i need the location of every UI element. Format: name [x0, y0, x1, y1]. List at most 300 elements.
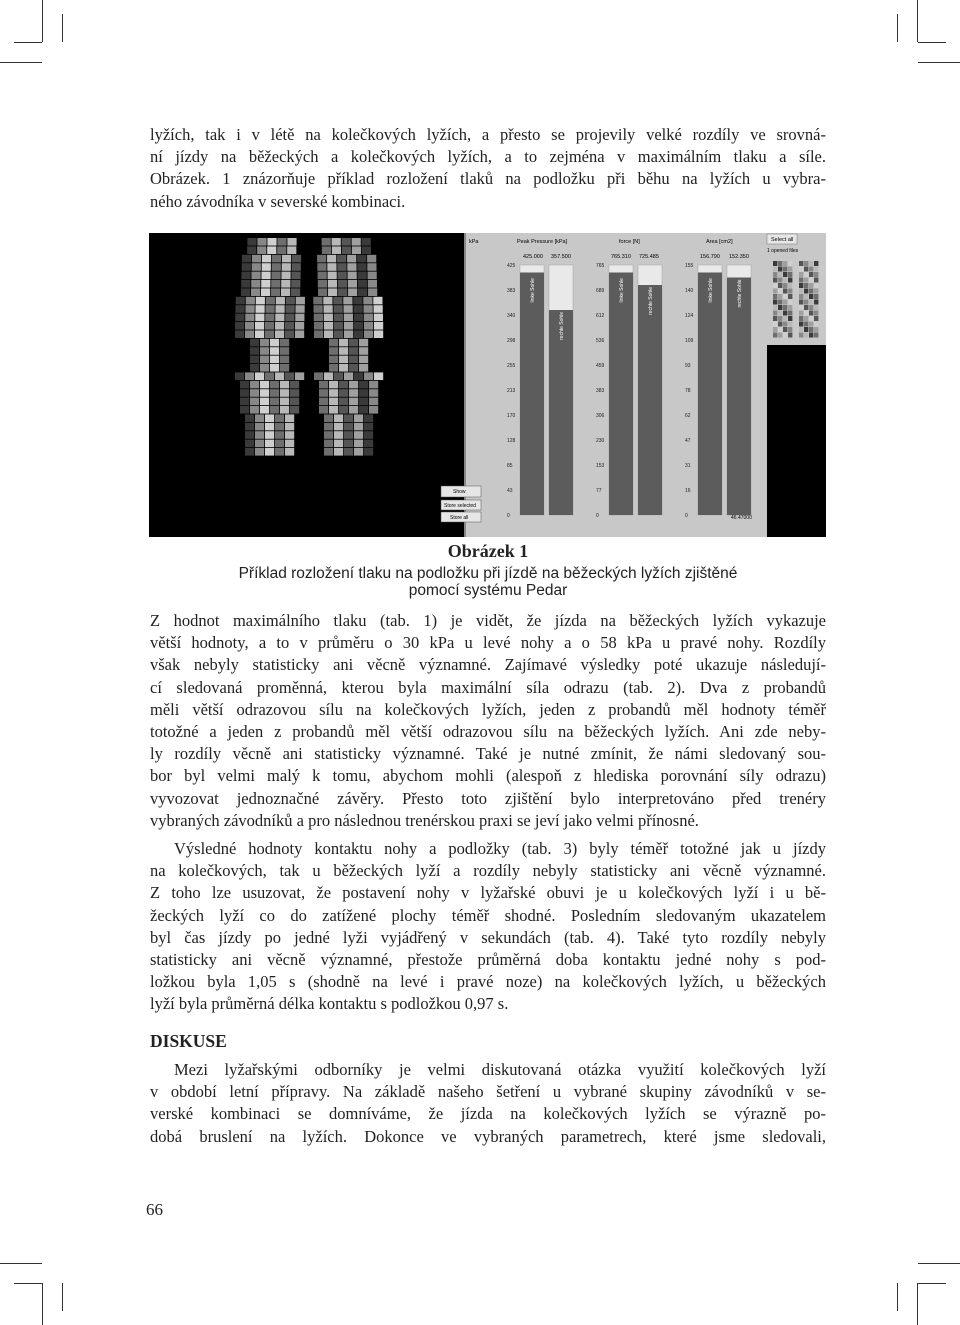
crop-mark — [918, 1283, 946, 1284]
pressure-cell — [349, 406, 358, 414]
thumbnail-cell — [814, 283, 818, 288]
pressure-cell — [329, 356, 338, 364]
thumbnail-cell — [809, 316, 813, 321]
pressure-cell — [338, 272, 347, 280]
crop-mark — [918, 1263, 960, 1264]
text-line: měli větší odrazovou sílu na kolečkových lyžích, jeden z probandů měl hodnoty téměř — [150, 699, 826, 719]
pressure-cell — [285, 414, 294, 422]
pressure-cell — [250, 398, 259, 406]
discussion-paragraph — [150, 1059, 826, 1148]
area-label: Area [cm2] — [706, 239, 733, 245]
pressure-cell — [339, 339, 348, 347]
pressure-cell — [257, 238, 266, 246]
pressure-cell — [313, 297, 322, 305]
thumbnail-cell — [799, 294, 803, 299]
pressure-cell — [358, 280, 367, 288]
pressure-cell — [285, 440, 294, 448]
thumbnail-cell — [804, 333, 808, 338]
pressure-cell — [245, 423, 254, 431]
crop-mark — [917, 1283, 918, 1325]
thumbnail-cell — [799, 283, 803, 288]
pressure-cell — [324, 314, 333, 322]
text-line: žeckých lyží co do zatížené plochy téměř shodné. Posledním sledovaným ukazatelem — [150, 905, 826, 925]
thumbnail-cell — [783, 300, 787, 305]
insole-pressure-map — [313, 238, 383, 456]
thumbnail-cell — [809, 267, 813, 272]
pressure-cell — [277, 246, 286, 254]
pressure-cell — [270, 381, 279, 389]
pressure-cell — [247, 238, 256, 246]
pressure-cell — [272, 263, 281, 271]
pressure-cell — [369, 398, 378, 406]
pressure-cell — [329, 364, 338, 372]
figure-caption-title: Obrázek 1 — [447, 541, 529, 561]
pressure-cell — [250, 406, 259, 414]
thumbnail-cell — [783, 289, 787, 294]
crop-mark — [0, 62, 42, 63]
axis-tick-label: 383 — [596, 388, 605, 394]
thumbnail-cell — [809, 272, 813, 277]
pressure-cell — [275, 431, 284, 439]
thumbnail-cell — [773, 294, 777, 299]
crop-mark — [14, 1283, 42, 1284]
pressure-cell — [339, 364, 348, 372]
pressure-cell — [344, 305, 353, 313]
text-line: však nebyly statisticky ani věcně významné. Zajímavé výsledky poté ukazuje následují- — [150, 655, 826, 675]
pressure-cell — [324, 448, 333, 456]
thumbnail-cell — [783, 316, 787, 321]
thumbnail-cell — [809, 289, 813, 294]
pressure-cell — [241, 272, 250, 280]
bar — [727, 278, 751, 516]
pressure-cell — [329, 389, 338, 397]
pressure-cell — [344, 448, 353, 456]
pressure-cell — [354, 423, 363, 431]
pressure-cell — [245, 372, 254, 380]
thumbnail-cell — [804, 311, 808, 316]
text-line: Z toho lze usuzovat, že postavení nohy v lyžařské obuvi je u kolečkových lyží i u bě- — [150, 883, 826, 903]
thumbnail-cell — [814, 333, 818, 338]
pressure-cell — [275, 330, 284, 338]
pressure-cell — [317, 255, 326, 263]
thumbnail-cell — [799, 272, 803, 277]
pressure-cell — [245, 440, 254, 448]
pressure-cell — [255, 314, 264, 322]
thumbnail-cell — [783, 267, 787, 272]
pressure-cell — [329, 406, 338, 414]
pressure-cell — [324, 440, 333, 448]
pressure-cell — [358, 272, 367, 280]
thumbnail-cell — [783, 327, 787, 332]
pressure-cell — [357, 263, 366, 271]
axis-tick-label: 62 — [685, 413, 691, 419]
pressure-cell — [255, 305, 264, 313]
pressure-cell — [334, 372, 343, 380]
pressure-cell — [349, 347, 358, 355]
thumbnail-cell — [804, 283, 808, 288]
pressure-cell — [333, 297, 342, 305]
thumbnail-cell — [799, 333, 803, 338]
axis-tick-label: 140 — [685, 288, 694, 294]
pressure-cell — [324, 330, 333, 338]
insole-pressure-map — [235, 238, 305, 456]
pressure-cell — [344, 431, 353, 439]
thumbnail-cell — [783, 261, 787, 266]
pressure-cell — [275, 423, 284, 431]
thumbnail-cell — [778, 300, 782, 305]
pressure-cell — [260, 381, 269, 389]
pressure-cell — [318, 272, 327, 280]
axis-tick-label: 0 — [596, 513, 599, 519]
pressure-cell — [281, 280, 290, 288]
pressure-cell — [271, 280, 280, 288]
pressure-cell — [267, 246, 276, 254]
peak-value-left: 425.000 — [523, 254, 543, 260]
pressure-cell — [319, 398, 328, 406]
thumbnail-cell — [804, 305, 808, 310]
pressure-cell — [364, 440, 373, 448]
pressure-cell — [261, 280, 270, 288]
pressure-cell — [359, 339, 368, 347]
bar — [698, 273, 722, 516]
pressure-cell — [251, 272, 260, 280]
pressure-cell — [362, 246, 371, 254]
axis-tick-label: 536 — [596, 338, 605, 344]
pressure-cell — [251, 288, 260, 296]
pressure-cell — [240, 381, 249, 389]
pressure-cell — [295, 322, 304, 330]
pressure-cell — [338, 280, 347, 288]
pressure-cell — [359, 398, 368, 406]
pressure-cell — [339, 381, 348, 389]
thumbnail-cell — [778, 278, 782, 283]
pressure-cell — [285, 431, 294, 439]
figure-caption — [150, 565, 826, 599]
pressure-cell — [368, 280, 377, 288]
pressure-cell — [334, 314, 343, 322]
pressure-cell — [275, 440, 284, 448]
pressure-cell — [261, 272, 270, 280]
pressure-cell — [334, 330, 343, 338]
thumbnail-cell — [788, 267, 792, 272]
thumbnail-cell — [814, 272, 818, 277]
pressure-cell — [260, 347, 269, 355]
pressure-cell — [318, 288, 327, 296]
thumbnail-cell — [799, 261, 803, 266]
pressure-cell — [265, 305, 274, 313]
pressure-cell — [334, 414, 343, 422]
pressure-cell — [280, 398, 289, 406]
text-line: lyžích, tak i v létě na kolečkových lyžích, a přesto se projevily velké rozdíly ve srovná- — [150, 125, 826, 144]
pressure-cell — [235, 305, 244, 313]
thumbnail-cell — [804, 289, 808, 294]
thumbnail-cell — [773, 289, 777, 294]
pressure-cell — [246, 297, 255, 305]
axis-tick-label: 425 — [507, 263, 516, 269]
pressure-cell — [270, 347, 279, 355]
thumbnail-cell — [778, 316, 782, 321]
bar-label: rechte Sohle — [737, 279, 743, 308]
thumbnail-cell — [788, 322, 792, 327]
pressure-cell — [240, 389, 249, 397]
thumbnail-cell — [778, 294, 782, 299]
thumbnail-cell — [783, 272, 787, 277]
axis-tick-label: 77 — [596, 488, 602, 494]
section-heading: DISKUSE — [150, 1031, 227, 1051]
axis-tick-label: 459 — [596, 363, 605, 369]
pressure-cell — [364, 423, 373, 431]
pressure-cell — [327, 263, 336, 271]
pressure-cell — [286, 297, 295, 305]
pressure-cell — [262, 255, 271, 263]
store-selected-button[interactable]: Store selected — [444, 503, 476, 509]
pressure-cell — [282, 255, 291, 263]
pressure-cell — [242, 263, 251, 271]
pressure-cell — [359, 347, 368, 355]
pressure-cell — [349, 389, 358, 397]
thumbnail-cell — [778, 322, 782, 327]
bar — [638, 285, 662, 515]
text-line: cí sledovaná proměnná, kterou byla maximální síla odrazu (tab. 2). Dva z probandů — [150, 677, 826, 697]
pressure-cell — [235, 322, 244, 330]
pressure-cell — [280, 406, 289, 414]
pressure-cell — [250, 347, 259, 355]
thumbnail-cell — [778, 283, 782, 288]
thumbnail-cell — [783, 283, 787, 288]
pressure-cell — [255, 330, 264, 338]
pressure-cell — [359, 406, 368, 414]
pressure-cell — [260, 406, 269, 414]
thumbnail-cell — [773, 261, 777, 266]
pressure-cell — [353, 297, 362, 305]
axis-tick-label: 340 — [507, 313, 516, 319]
text-line: byl čas jízdy po jedné lyži vyjádřený v sekundách (tab. 4). Také tyto rozdíly nebyly — [150, 927, 826, 947]
pressure-cell — [354, 330, 363, 338]
pressure-cell — [241, 288, 250, 296]
axis-tick-label: 85 — [507, 463, 513, 469]
thumbnail-cell — [783, 294, 787, 299]
pressure-cell — [339, 398, 348, 406]
thumbnail-cell — [809, 322, 813, 327]
pressure-cell — [357, 255, 366, 263]
pressure-cell — [250, 339, 259, 347]
thumbnail-cell — [788, 294, 792, 299]
thumbnail-cell — [814, 278, 818, 283]
thumbnail-cell — [814, 294, 818, 299]
pressure-cell — [314, 314, 323, 322]
pressure-cell — [314, 305, 323, 313]
pressure-cell — [282, 263, 291, 271]
pressure-cell — [368, 272, 377, 280]
pressure-cell — [328, 272, 337, 280]
pressure-cell — [354, 372, 363, 380]
pressure-cell — [280, 389, 289, 397]
pressure-cell — [367, 263, 376, 271]
pressure-cell — [329, 339, 338, 347]
pressure-cell — [374, 314, 383, 322]
pressure-cell — [328, 288, 337, 296]
thumbnail-cell — [799, 322, 803, 327]
pressure-cell — [265, 431, 274, 439]
pressure-cell — [344, 423, 353, 431]
pressure-cell — [255, 448, 264, 456]
bar — [520, 273, 544, 516]
pressure-cell — [265, 314, 274, 322]
pressure-cell — [354, 305, 363, 313]
pedar-figure — [149, 233, 826, 537]
thumbnail-cell — [799, 327, 803, 332]
show-button[interactable]: Show — [453, 489, 466, 495]
pressure-cell — [287, 238, 296, 246]
thumbnail-cell — [773, 316, 777, 321]
axis-tick-label: 93 — [685, 363, 691, 369]
thumbnail-cell — [799, 267, 803, 272]
pressure-cell — [285, 372, 294, 380]
pressure-cell — [362, 238, 371, 246]
crop-mark — [0, 1263, 42, 1264]
pressure-cell — [363, 297, 372, 305]
pressure-cell — [281, 288, 290, 296]
pressure-cell — [235, 372, 244, 380]
text-line: Výsledné hodnoty kontaktu nohy a podložky (tab. 3) byly téměř totožné jak u jízdy — [174, 839, 826, 858]
thumbnail-cell — [809, 261, 813, 266]
pressure-cell — [260, 364, 269, 372]
pressure-cell — [327, 255, 336, 263]
pressure-cell — [364, 448, 373, 456]
pressure-cell — [281, 272, 290, 280]
caption-line: pomocí systému Pedar — [408, 582, 568, 599]
pressure-cell — [324, 431, 333, 439]
pressure-cell — [265, 414, 274, 422]
force-value-right: 725.485 — [639, 254, 659, 260]
pressure-cell — [354, 314, 363, 322]
pressure-cell — [328, 280, 337, 288]
pressure-cell — [275, 305, 284, 313]
pressure-cell — [252, 263, 261, 271]
axis-tick-label: 298 — [507, 338, 516, 344]
pressure-cell — [260, 389, 269, 397]
thumbnail-cell — [804, 327, 808, 332]
pressure-cell — [348, 280, 357, 288]
pressure-cell — [324, 322, 333, 330]
thumbnail-cell — [788, 272, 792, 277]
pressure-cell — [324, 414, 333, 422]
thumbnail-cell — [814, 261, 818, 266]
pressure-cell — [250, 364, 259, 372]
store-all-button[interactable]: Store all — [450, 515, 469, 521]
thumbnail-cell — [788, 300, 792, 305]
pressure-cell — [348, 272, 357, 280]
pressure-cell — [291, 280, 300, 288]
thumbnail-cell — [783, 322, 787, 327]
pressure-cell — [262, 263, 271, 271]
text-line: ní jízdy na běžeckých a kolečkových lyžích, a to zejména v maximálním tlaku a síle. — [150, 147, 826, 167]
pressure-cell — [349, 398, 358, 406]
thumbnail-cell — [788, 327, 792, 332]
pressure-cell — [359, 364, 368, 372]
intro-paragraph — [150, 124, 826, 213]
thumbnail-cell — [809, 300, 813, 305]
thumbnail-cell — [799, 289, 803, 294]
axis-tick-label: 47 — [685, 438, 691, 444]
pressure-cell — [349, 364, 358, 372]
thumbnail-cell — [814, 289, 818, 294]
thumbnail-cell — [814, 267, 818, 272]
thumbnail-cell — [804, 261, 808, 266]
pressure-cell — [251, 280, 260, 288]
thumbnail-cell — [804, 316, 808, 321]
pressure-cell — [280, 339, 289, 347]
pressure-cell — [241, 280, 250, 288]
pressure-cell — [337, 263, 346, 271]
crop-mark — [918, 62, 960, 63]
pressure-cell — [338, 288, 347, 296]
pressure-cell — [245, 414, 254, 422]
contact-paragraph — [150, 838, 826, 1016]
pressure-cell — [354, 322, 363, 330]
pressure-cell — [354, 440, 363, 448]
pressure-cell — [270, 339, 279, 347]
pressure-cell — [347, 263, 356, 271]
pressure-cell — [291, 272, 300, 280]
pressure-cell — [359, 381, 368, 389]
pressure-cell — [290, 398, 299, 406]
thumbnail-cell — [799, 305, 803, 310]
pressure-cell — [314, 330, 323, 338]
pressure-cell — [348, 288, 357, 296]
pressure-cell — [334, 448, 343, 456]
pressure-cell — [374, 330, 383, 338]
thumbnail-cell — [778, 289, 782, 294]
pressure-cell — [285, 330, 294, 338]
pressure-cell — [275, 448, 284, 456]
pressure-cell — [364, 431, 373, 439]
axis-tick-label: 16 — [685, 488, 691, 494]
thumbnail-cell — [788, 278, 792, 283]
thumbnail-cell — [799, 278, 803, 283]
pressure-cell — [374, 322, 383, 330]
pressure-cell — [290, 406, 299, 414]
pressure-cell — [323, 297, 332, 305]
thumbnail-cell — [809, 278, 813, 283]
thumbnail-cell — [783, 333, 787, 338]
axis-tick-label: 383 — [507, 288, 516, 294]
pressure-cell — [261, 288, 270, 296]
pressure-cell — [285, 305, 294, 313]
thumbnail-cell — [773, 311, 777, 316]
pressure-cell — [324, 423, 333, 431]
pressure-cell — [285, 423, 294, 431]
thumbnail-cell — [788, 311, 792, 316]
pressure-cell — [285, 448, 294, 456]
thumbnail-cell — [788, 283, 792, 288]
pressure-cell — [322, 238, 331, 246]
axis-tick-label: 124 — [685, 313, 694, 319]
thumbnail-cell — [773, 300, 777, 305]
axis-tick-label: 306 — [596, 413, 605, 419]
thumbnail-cell — [804, 267, 808, 272]
pressure-cell — [349, 339, 358, 347]
pressure-cell — [265, 322, 274, 330]
pressure-cell — [247, 246, 256, 254]
thumbnail-cell — [809, 333, 813, 338]
pressure-cell — [369, 406, 378, 414]
thumbnail-cell — [809, 294, 813, 299]
thumbnail-cell — [814, 305, 818, 310]
pressure-cell — [255, 423, 264, 431]
force-label: force [N] — [619, 239, 640, 245]
select-all-button[interactable]: Select all — [771, 237, 794, 243]
